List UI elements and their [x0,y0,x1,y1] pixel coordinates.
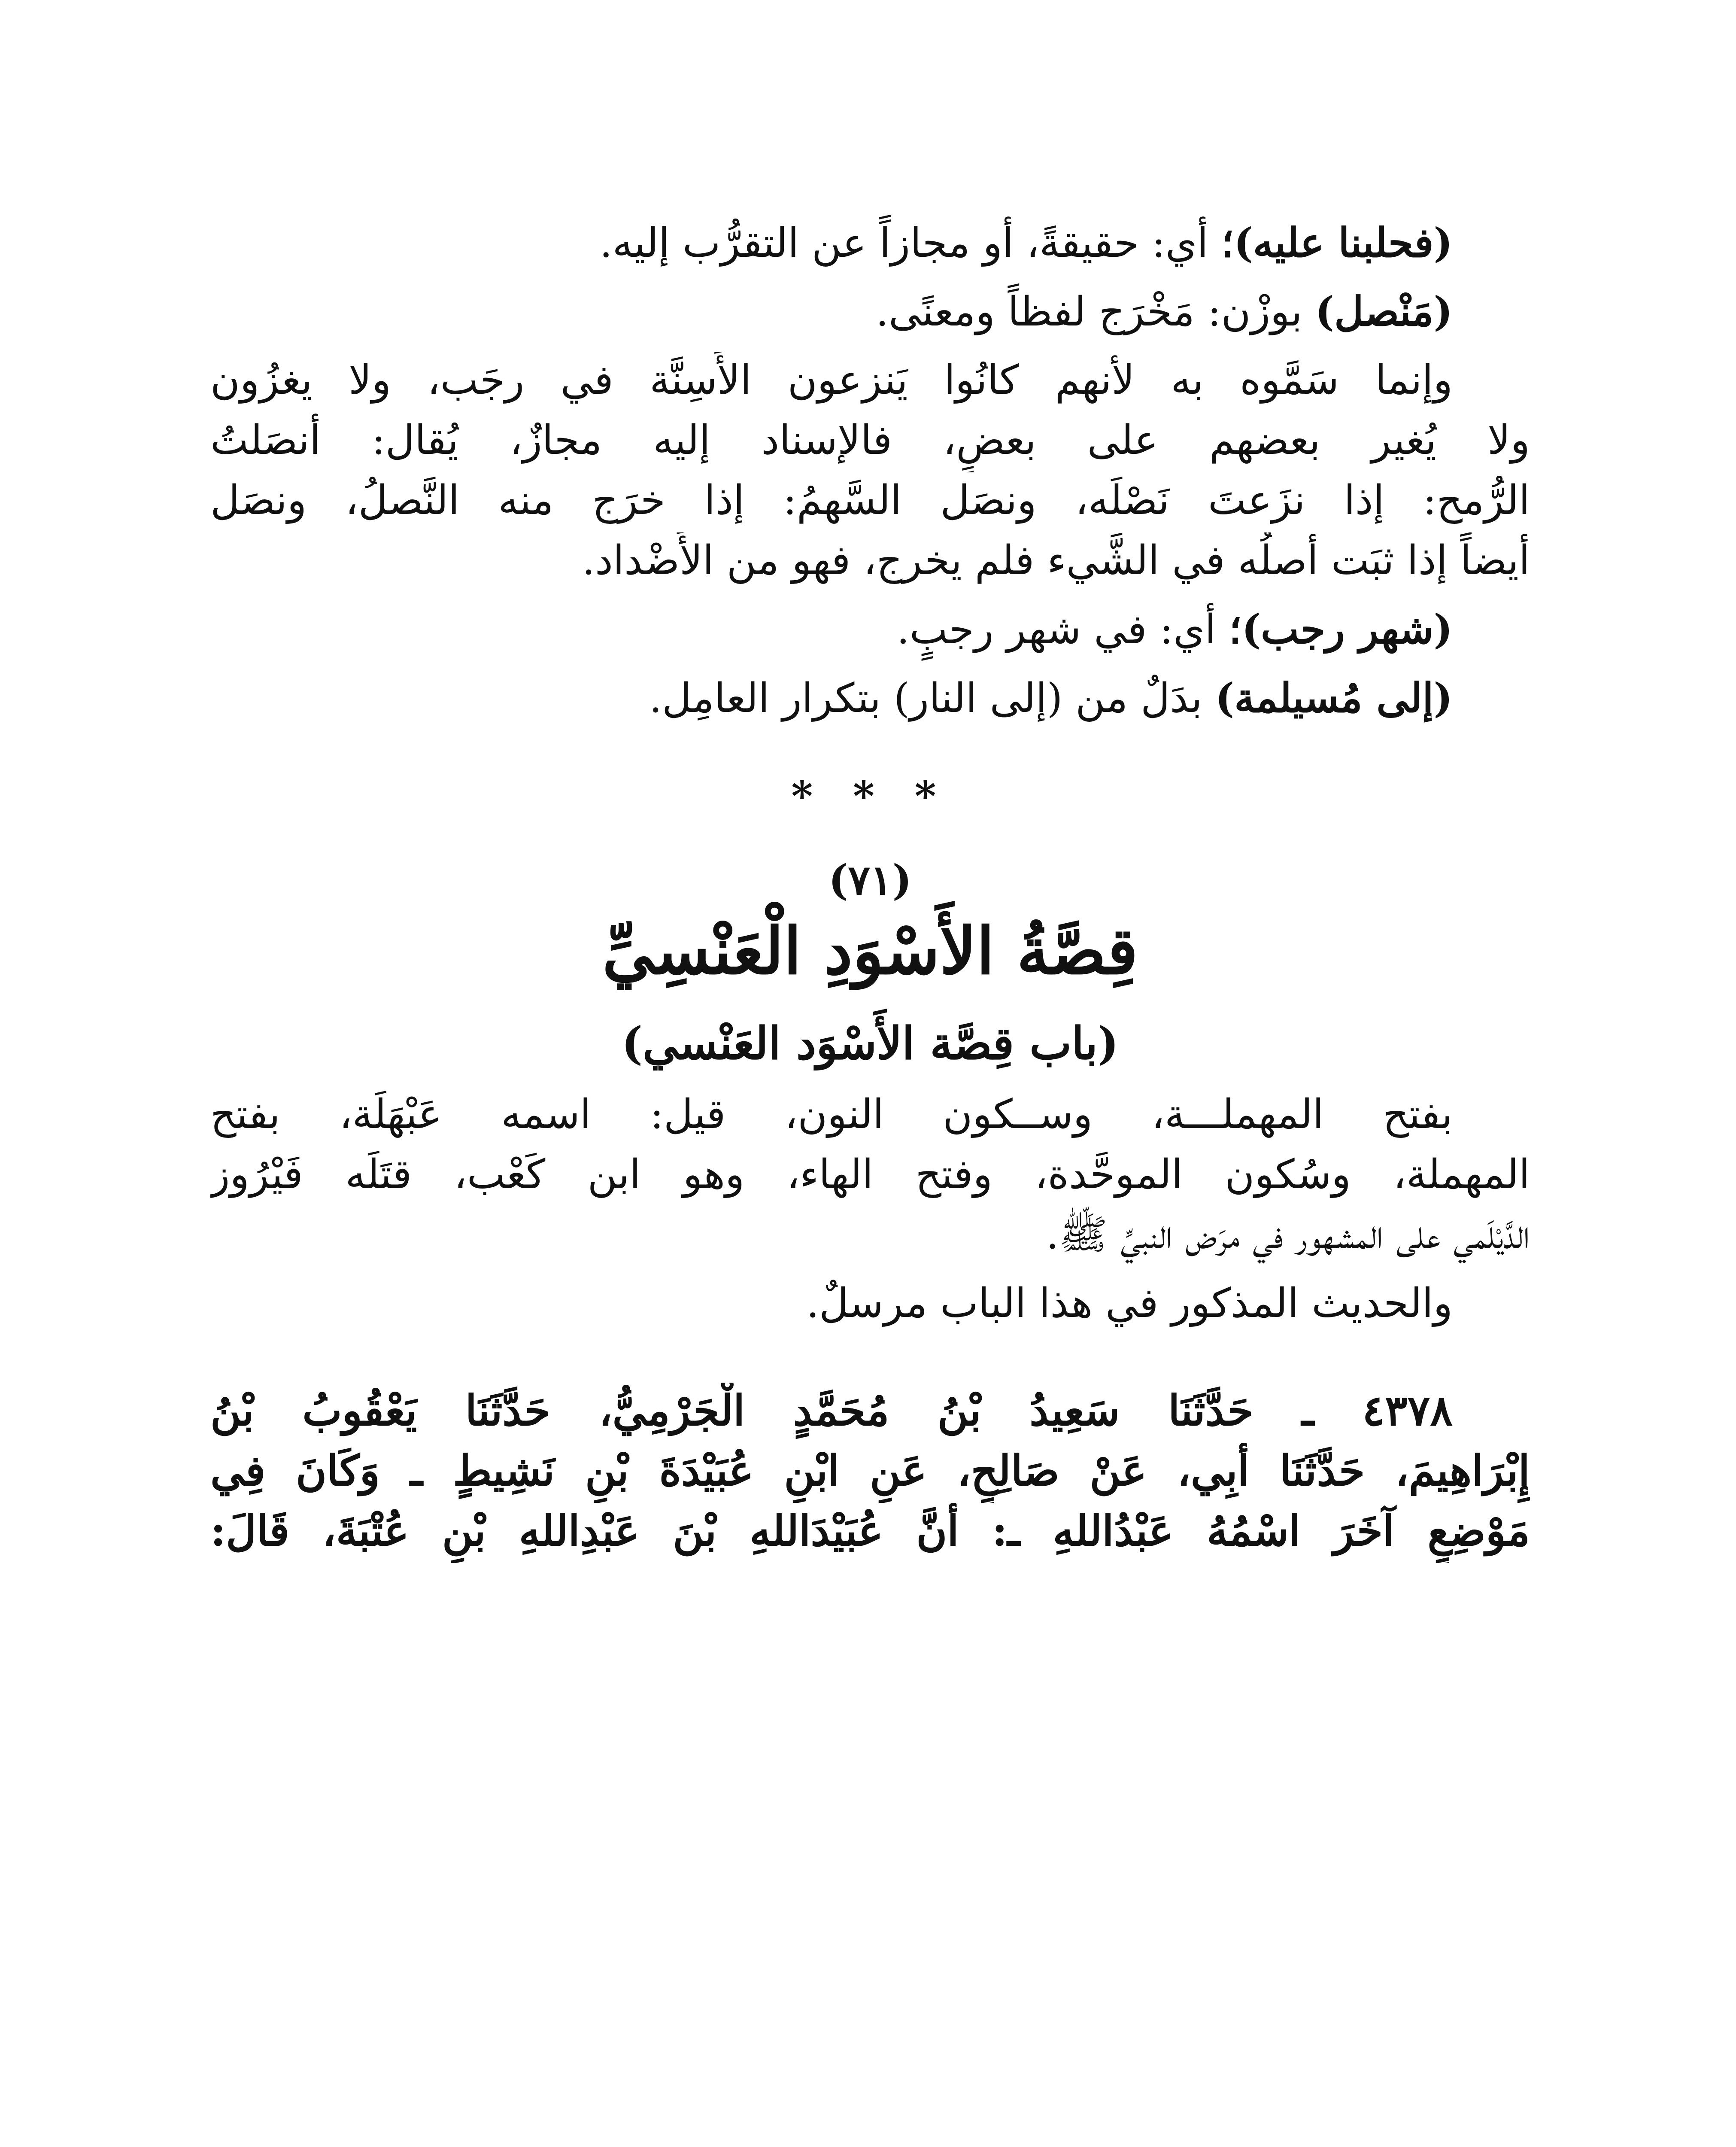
chapter-title: قِصَّةُ الأَسْوَدِ الْعَنْسِيِّ [602,913,1138,989]
note-term: (إلى مُسيلمة) [1215,675,1453,722]
commentary-line: المهملة، وسُكون الموحَّدة، وفتح الهاء، وهو ابن كَعْب، قتَلَه فَيْرُوز [210,1151,1530,1198]
gloss-text: بوزْن: مَخْرَج لفظاً ومعنًى. [876,289,1315,335]
paragraph-line: أيضاً إذا ثبَت أصلُه في الشَّيء فلم يخرج، فهو من الأَضْداد. [582,537,1530,584]
commentary-line: بفتح المهملـــة، وســكون النون، قيل: اسمه عَبْهَلَة، بفتح [210,1091,1453,1138]
page-content [210,215,1530,1563]
note-text: بدَلٌ من (إلى النار) بتكرار العامِل. [649,675,1215,722]
gloss-line-1 [210,215,1530,275]
note-term: (شهر رجب)؛ [1229,606,1453,653]
gloss-text: أي: حقيقةً، أو مجازاً عن التقرُّب إليه. [599,220,1221,267]
note-line-2 [210,670,1530,730]
commentary-line: الدَّيْلَمي على المشهور في مرَض النبيِّ ﷺ. [1046,1211,1530,1258]
hadith-line: مَوْضِعٍ آخَرَ اسْمُهُ عَبْدُاللهِ ـ: أَنَّ عُبَيْدَاللهِ بْنَ عَبْدِاللهِ بْنِ عُتْبَةَ، قَالَ: [210,1506,1530,1556]
hadith-line: إِبْرَاهِيمَ، حَدَّثَنَا أَبِي، عَنْ صَالِحٍ، عَنِ ابْنِ عُبَيْدَةَ بْنِ نَشِيطٍ ـ وَكَانَ فِي [210,1446,1530,1496]
note-line-1 [210,601,1530,661]
gloss-term: (مَنْصل) [1315,288,1453,335]
chapter-number: (٧١) [829,856,912,904]
paragraph-line: ولا يُغير بعضهم على بعضٍ، فالإسناد إليه مجازٌ، يُقال: أنصَلتُ [210,417,1530,464]
paragraph-line: وإنما سَمَّوه به لأنهم كانُوا يَنزعون الأَسِنَّة في رجَب، ولا يغزُون [210,357,1453,404]
gloss-line-2 [210,283,1530,344]
section-separator: * * * [791,772,949,821]
gloss-term: (فحلبنا عليه)؛ [1221,219,1453,267]
hadith-line: ٤٣٧٨ ـ حَدَّثَنَا سَعِيدُ بْنُ مُحَمَّدٍ الْجَرْمِيُّ، حَدَّثَنَا يَعْقُوبُ بْنُ [210,1386,1453,1435]
chapter-subtitle: (باب قِصَّة الأَسْوَد العَنْسي) [621,1017,1119,1070]
commentary-note: والحديث المذكور في هذا الباب مرسلٌ. [806,1280,1453,1327]
paragraph-line: الرُّمح: إذا نزَعتَ نَصْلَه، ونصَل السَّهمُ: إذا خرَج منه النَّصلُ، ونصَل [210,477,1530,524]
note-text: أي: في شهر رجبٍ. [896,606,1229,653]
